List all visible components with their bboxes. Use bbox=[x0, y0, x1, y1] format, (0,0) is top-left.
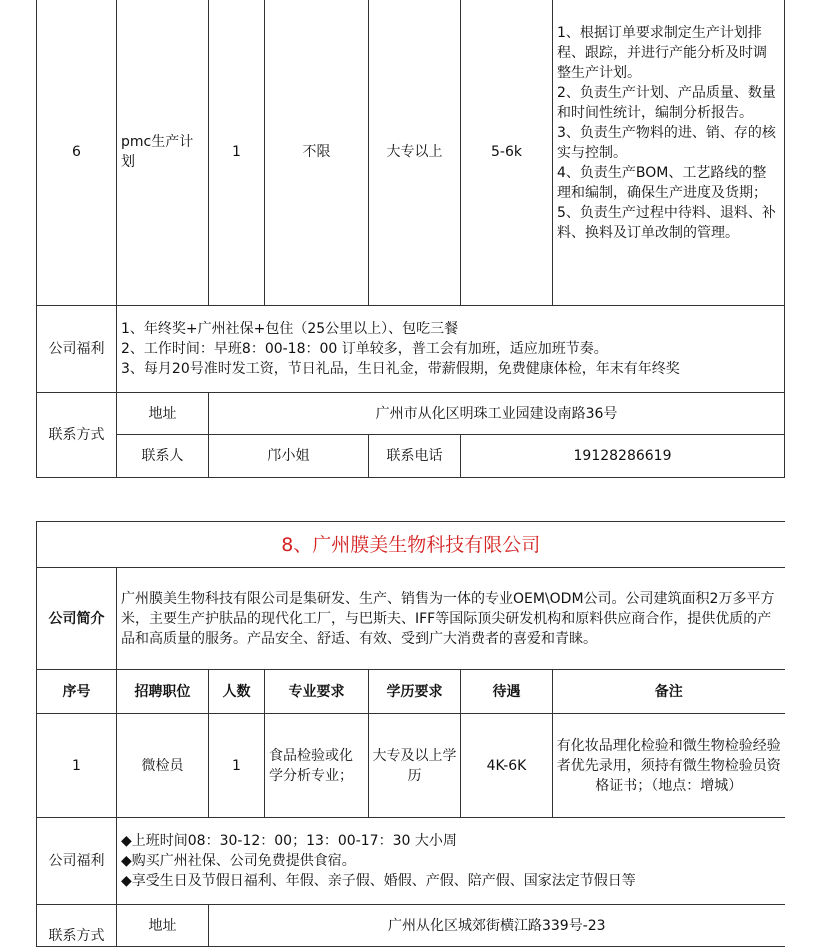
company-title: 8、广州膜美生物科技有限公司 bbox=[37, 522, 785, 568]
header-education: 学历要求 bbox=[369, 670, 461, 714]
company7-table bbox=[36, 0, 785, 478]
header-notes: 备注 bbox=[553, 670, 785, 714]
intro-text: 广州膜美生物科技有限公司是集研发、生产、销售为一体的专业OEM\ODM公司。公司建筑面积2万多平方米，主要生产护肤品的现代化工厂，与巴斯夫、IFF等国际顶尖研发机构和原料供应商合作，提供优质的产品和高质量的服务。产品安全、舒适、有效、受到广大消费者的喜爱和青睐。 bbox=[117, 568, 785, 670]
person-label: 联系人 bbox=[117, 435, 209, 478]
address-label: 地址 bbox=[117, 393, 209, 435]
table-row-person7 bbox=[37, 435, 785, 478]
job6-education: 大专以上 bbox=[369, 0, 461, 306]
job6-major: 不限 bbox=[265, 0, 369, 306]
benefit-item: 3、每月20号准时发工资，节日礼品，生日礼金，带薪假期，免费健康体检，年末有年终奖 bbox=[121, 361, 680, 377]
table-row-job1 bbox=[37, 714, 785, 818]
table-row-job6 bbox=[37, 0, 785, 306]
header-major: 专业要求 bbox=[265, 670, 369, 714]
phone-value: 19128286619 bbox=[461, 435, 785, 478]
job1-education: 大专及以上学历 bbox=[369, 714, 461, 818]
address-value: 广州市从化区明珠工业园建设南路36号 bbox=[209, 393, 785, 435]
job6-salary: 5-6k bbox=[461, 0, 553, 306]
job1-position: 微检员 bbox=[117, 714, 209, 818]
header-count: 人数 bbox=[209, 670, 265, 714]
job1-salary: 4K-6K bbox=[461, 714, 553, 818]
person-value: 邝小姐 bbox=[209, 435, 369, 478]
job1-major: 食品检验或化学分析专业； bbox=[265, 714, 369, 818]
job6-no: 6 bbox=[37, 0, 117, 306]
header-no: 序号 bbox=[37, 670, 117, 714]
company8-table bbox=[36, 521, 785, 947]
table-row-title bbox=[37, 522, 785, 568]
table-row-benefits7 bbox=[37, 306, 785, 393]
address-label: 地址 bbox=[117, 905, 209, 947]
contact-label: 联系方式 bbox=[37, 905, 117, 947]
benefit-item: 1、年终奖+广州社保+包住（25公里以上）、包吃三餐 bbox=[121, 321, 459, 337]
table-row-address7 bbox=[37, 393, 785, 435]
job6-note: 3、负责生产物料的进、销、存的核实与控制。 bbox=[557, 125, 776, 161]
job6-position: pmc生产计划 bbox=[117, 0, 209, 306]
benefits-list bbox=[117, 306, 785, 393]
job6-note: 4、负责生产BOM、工艺路线的整理和编制，确保生产进度及货期； bbox=[557, 165, 767, 201]
benefit-item: ◆购买广州社保、公司免费提供食宿。 bbox=[121, 853, 356, 869]
address-value: 广州从化区城郊街横江路339号-23 bbox=[209, 905, 785, 947]
job6-note: 1、根据订单要求制定生产计划排程、跟踪，并进行产能分析及时调整生产计划。 bbox=[557, 25, 767, 81]
benefit-item: 2、工作时间：早班8：00-18：00 订单较多，普工会有加班，适应加班节奏。 bbox=[121, 341, 608, 357]
benefit-item: ◆享受生日及节假日福利、年假、亲子假、婚假、产假、陪产假、国家法定节假日等 bbox=[121, 873, 636, 889]
header-salary: 待遇 bbox=[461, 670, 553, 714]
benefits-list bbox=[117, 818, 785, 905]
job1-count: 1 bbox=[209, 714, 265, 818]
benefit-item: ◆上班时间08：30-12：00；13：00-17：30 大小周 bbox=[121, 833, 457, 849]
phone-label: 联系电话 bbox=[369, 435, 461, 478]
benefits-label: 公司福利 bbox=[37, 818, 117, 905]
benefits-label: 公司福利 bbox=[37, 306, 117, 393]
job1-no: 1 bbox=[37, 714, 117, 818]
table-row-address8 bbox=[37, 905, 785, 947]
job6-note: 2、负责生产计划、产品质量、数量和时间性统计，编制分析报告。 bbox=[557, 85, 776, 121]
job6-note: 5、负责生产过程中待料、退料、补料、换料及订单改制的管理。 bbox=[557, 205, 776, 241]
table-row-intro bbox=[37, 568, 785, 670]
table-row-benefits8 bbox=[37, 818, 785, 905]
job6-notes bbox=[553, 0, 785, 306]
contact-label: 联系方式 bbox=[37, 393, 117, 478]
intro-label: 公司简介 bbox=[37, 568, 117, 670]
header-position: 招聘职位 bbox=[117, 670, 209, 714]
job1-notes: 有化妆品理化检验和微生物检验经验者优先录用，须持有微生物检验员资格证书；（地点：增城） bbox=[553, 714, 785, 818]
job6-count: 1 bbox=[209, 0, 265, 306]
table-row-header bbox=[37, 670, 785, 714]
